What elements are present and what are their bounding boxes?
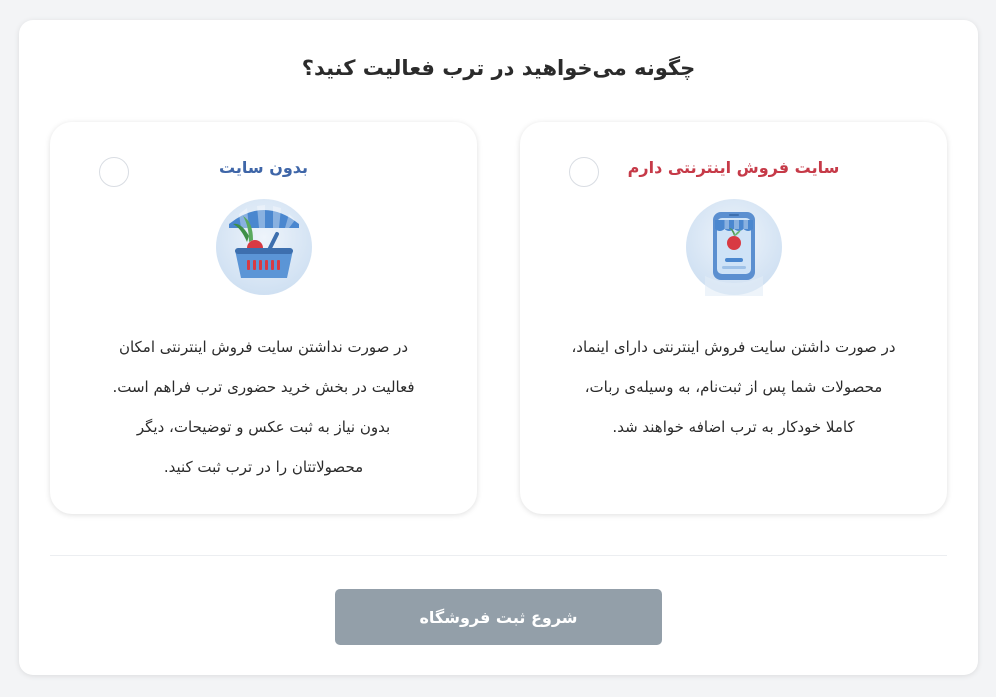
shopping-basket-icon xyxy=(215,198,313,296)
description-line: فعالیت در بخش خرید حضوری ترب فراهم است. xyxy=(112,378,415,396)
description-line: در صورت نداشتن سایت فروش اینترنتی امکان xyxy=(118,338,409,356)
description-line: در صورت داشتن سایت فروش اینترنتی دارای اینماد، xyxy=(571,338,896,356)
registration-panel xyxy=(19,20,978,675)
divider xyxy=(50,555,947,556)
description-line: بدون نیاز به ثبت عکس و توضیحات، دیگر xyxy=(136,418,391,436)
option-card-has-website[interactable] xyxy=(520,122,947,514)
option-title-has-website: سایت فروش اینترنتی دارم xyxy=(627,158,840,177)
option-card-no-website[interactable] xyxy=(50,122,477,514)
option-description-has-website xyxy=(540,327,927,447)
description-line: کاملا خودکار به ترب اضافه خواهند شد. xyxy=(612,418,855,436)
phone-shop-icon xyxy=(685,198,783,296)
option-title-no-website: بدون سایت xyxy=(218,158,309,177)
option-description-no-website xyxy=(70,327,457,487)
description-line: محصولاتتان را در ترب ثبت کنید. xyxy=(163,458,364,476)
start-registration-button[interactable]: شروع ثبت فروشگاه xyxy=(335,589,662,645)
description-line: محصولات شما پس از ثبت‌نام، به وسیله‌ی ربات، xyxy=(584,378,883,396)
page-title: چگونه می‌خواهید در ترب فعالیت کنید؟ xyxy=(301,56,696,80)
